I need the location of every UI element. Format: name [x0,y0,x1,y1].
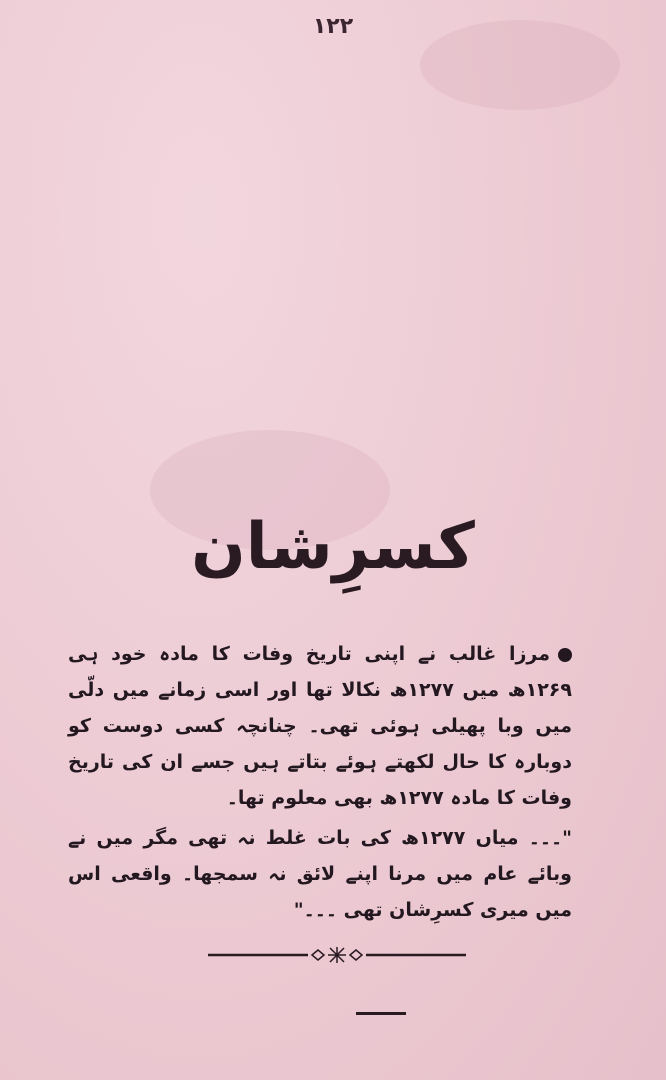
quote-text: "۔۔۔ میاں ۱۲۷۷ھ کی بات غلط نہ تھی مگر میں نے وبائے عام میں مرنا اپنے لائق نہ سمجھا۔ واقعی اس میں میری کسرِشان تھی ۔۔۔" [68,827,572,921]
quote-paragraph [68,820,572,928]
bullet-icon [558,648,572,662]
end-rule [356,1012,406,1015]
paragraph-text: مرزا غالب نے اپنی تاریخ وفات کا مادہ خود ہی ۱۲۶۹ھ میں ۱۲۷۷ھ نکالا تھا اور اسی زمانے میں دلّی میں وبا پھیلی ہوئی تھی۔ چنانچہ کسی دوست کو دوبارہ کا حال لکھتے ہوئے بتاتے ہیں جسے ان کی تاریخ وفات کا مادہ ۱۲۷۷ھ بھی معلوم تھا۔ [68,643,572,809]
body-text [68,636,572,928]
chapter-title: کسرِشان [191,510,475,584]
ornament-divider-icon [208,944,466,966]
page-number: ۱۲۲ [312,14,354,39]
paragraph [68,636,572,816]
